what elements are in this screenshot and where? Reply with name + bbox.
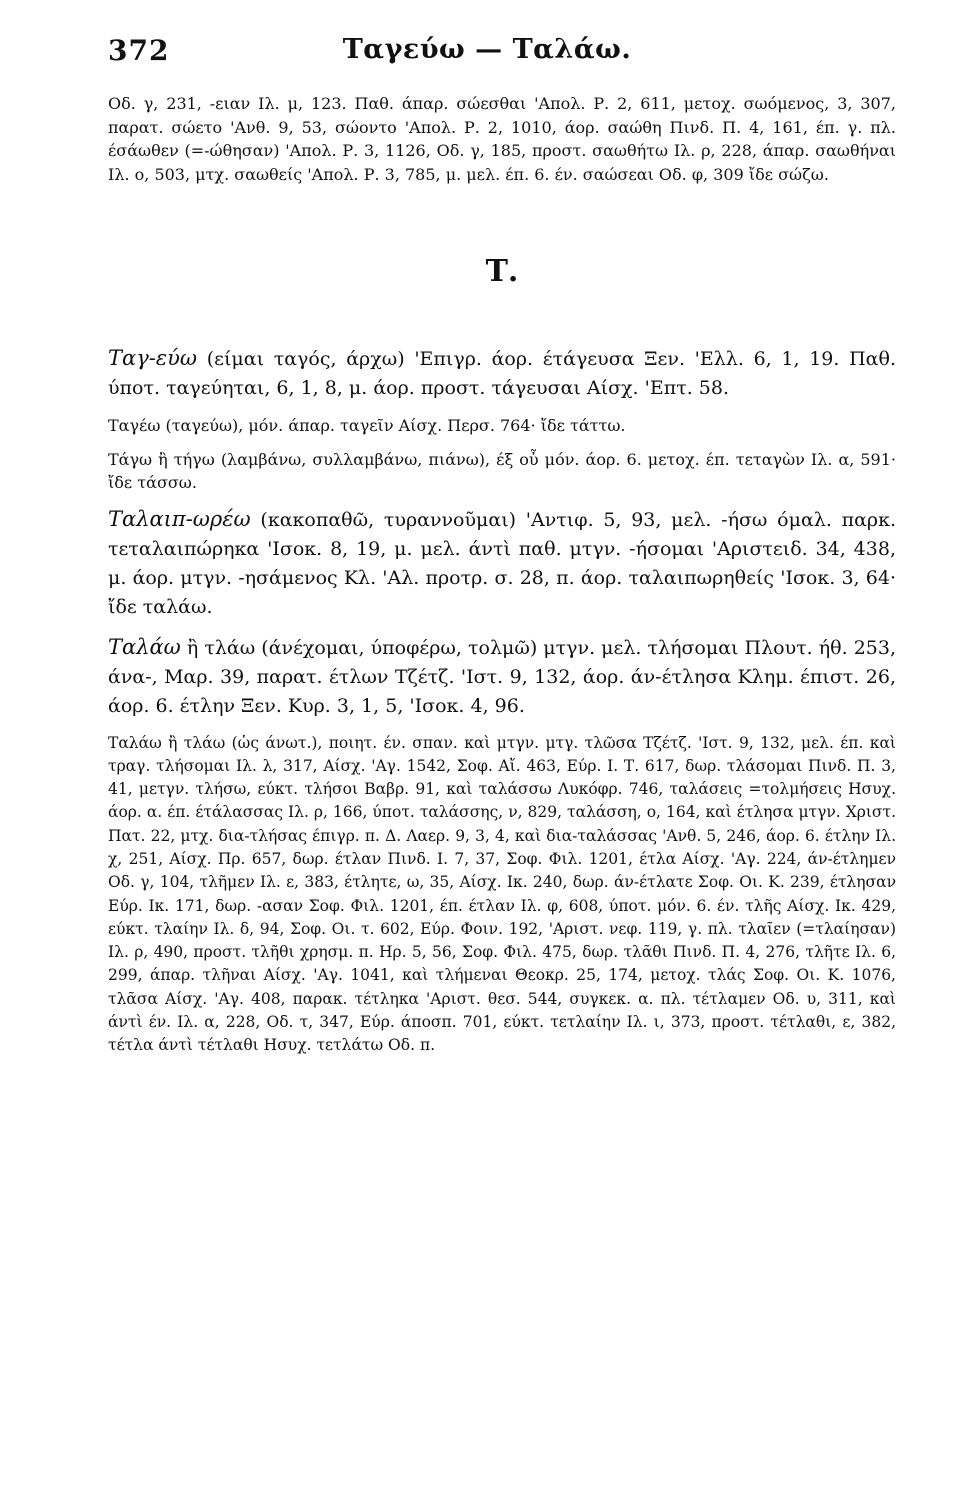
headword: Ταλάω — [108, 634, 181, 659]
page-number: 372 — [108, 34, 170, 67]
entry-text: Ταγέω (ταγεύω), μόν. άπαρ. ταγεῖν Αίσχ. Περσ. 764· ἴδε τάττω. — [108, 416, 626, 435]
entry-text: (είμαι ταγός, άρχω) 'Επιγρ. άορ. έτάγευσα Ξεν. 'Ελλ. 6, 1, 19. Παθ. ύποτ. ταγεύηται, 6, 1, 8, μ. άορ. προστ. τάγευσαι Αίσχ. 'Επτ. 58. — [108, 348, 896, 399]
entry-tageuo — [108, 344, 896, 403]
entry-text: (κακοπαθῶ, τυραννοῦμαι) 'Αντιφ. 5, 93, μελ. -ήσω όμαλ. παρκ. τεταλαιπώρηκα 'Ισοκ. 8, 19, μ. μελ. άντὶ παθ. μτγν. -ήσομαι 'Αριστειδ. 34, 438, μ. άορ. μτγν. -ησάμενος Κλ. 'Αλ. προτρ. σ. 28, π. άορ. ταλαιπωρηθείς 'Ισοκ. 3, 64· ἴδε ταλάω. — [108, 508, 896, 618]
entry-text: ἢ τλάω (άνέχομαι, ύποφέρω, τολμῶ) μτγν. μελ. τλήσομαι Πλουτ. ήθ. 253, άνα-, Μαρ. 39, παρατ. έτλων Τζέτζ. 'Ιστ. 9, 132, άορ. άν-έτλησα Κλημ. έπιστ. 26, άορ. 6. έτλην Ξεν. Κυρ. 3, 1, 5, 'Ισοκ. 4, 96. — [108, 636, 897, 717]
entry-text: Τάγω ἢ τήγω (λαμβάνω, συλλαμβάνω, πιάνω), έξ οὗ μόν. άορ. 6. μετοχ. έπ. τεταγὼν Ιλ. α, 591· ἴδε τάσσω. — [108, 449, 896, 492]
entry-continuation — [108, 92, 896, 186]
entry-text: Ταλάω ἢ τλάω (ὡς άνωτ.), ποιητ. έν. σπαν. καὶ μτγν. μτγ. τλῶσα Τζέτζ. 'Ιστ. 9, 132, μελ. έπ. καὶ τραγ. τλήσομαι Ιλ. λ, 317, Αίσχ. 'Αγ. 1542, Σοφ. Αἴ. 463, Εύρ. Ι. Τ. 617, δωρ. τλάσομαι Πινδ. Π. 3, 41, μετγν. τλήσω, εύκτ. τλήσοι Βαβρ. 91, καὶ ταλάσσω Λυκόφρ. 746, ταλάσεις =τολμήσεις Ησυχ. άορ. α. έπ. έτάλασσας Ιλ. ρ, 166, ύποτ. ταλάσσης, ν, 829, ταλάσση, ο, 164, καὶ έτλησα μτγν. Χριστ. Πατ. 22, μτχ. δια-τλήσας έπιγρ. π. Δ. Λαερ. 9, 3, 4, καὶ δια-ταλάσσας 'Ανθ. 5, 246, άορ. 6. έτλην Ιλ. χ, 251, Αίσχ. Πρ. 657, δωρ. έτλαν Πινδ. Ι. 7, 37, Σοφ. Φιλ. 1201, έτλα Αίσχ. 'Αγ. 224, άν-έτλημεν Οδ. γ, 104, τλῆμεν Ιλ. ε, 383, έτλητε, ω, 35, Αίσχ. Ικ. 240, δωρ. άν-έτλατε Σοφ. Οι. Κ. 239, έτλησαν Εύρ. Ικ. 171, δωρ. -ασαν Σοφ. Φιλ. 1201, έπ. έτλαν Ιλ. φ, 608, ύποτ. μόν. 6. έν. τλῆς Αίσχ. Ικ. 429, εύκτ. τλαίην Ιλ. δ, 94, Σοφ. Οι. τ. 602, Εύρ. Φοιν. 192, 'Αριστ. νεφ. 119, γ. πλ. τλαῖεν (=τλαίησαν) Ιλ. ρ, 490, προστ. τλῆθι χρησμ. π. Ηρ. 5, 56, Σοφ. Φιλ. 475, δωρ. τλᾶθι Πινδ. Π. 4, 276, τλῆτε Ιλ. 6, 299, άπαρ. τλῆναι Αίσχ. 'Αγ. 1041, καὶ τλήμεναι Θεοκρ. 25, 174, μετοχ. τλάς Σοφ. Οι. Κ. 1076, τλᾶσα Αίσχ. 'Αγ. 408, παρακ. τέτληκα 'Αριστ. θεσ. 544, συγκεκ. α. πλ. τέτλαμεν Οδ. υ, 311, καὶ άντὶ έν. Ιλ. α, 228, Οδ. τ, 347, Εύρ. άποσπ. 701, εύκτ. τετλαίην Ιλ. ι, 373, προστ. τέτλαθι, ε, 382, τέτλα άντὶ τέτλαθι Ησυχ. τετλάτω Οδ. π. — [108, 733, 896, 1055]
entry-tageo — [108, 414, 896, 438]
entry-tago — [108, 448, 896, 495]
running-head: Ταγεύω — Ταλάω. — [342, 34, 632, 65]
headword: Ταγ-εύω — [108, 346, 197, 370]
entry-talaiporeo — [108, 505, 896, 622]
section-letter: Τ. — [485, 254, 519, 289]
entry-text: Οδ. γ, 231, -ειαν Ιλ. μ, 123. Παθ. άπαρ. σώεσθαι 'Απολ. Ρ. 2, 611, μετοχ. σωόμενος, 3, 307, παρατ. σώετο 'Ανθ. 9, 53, σώοντο 'Απολ. Ρ. 2, 1010, άορ. σαώθη Πινδ. Π. 4, 161, έπ. γ. πλ. έσάωθεν (=-ώθησαν) 'Απολ. Ρ. 3, 1126, Οδ. γ, 185, προστ. σαωθήτω Ιλ. ρ, 228, άπαρ. σαωθήναι Ιλ. ο, 503, μτχ. σαωθείς 'Απολ. Ρ. 3, 785, μ. μελ. έπ. 6. έν. σαώσεαι Οδ. φ, 309 ἴδε σώζω. — [108, 94, 896, 184]
entry-talao — [108, 633, 896, 721]
page-body — [108, 92, 896, 1068]
headword: Ταλαιπ-ωρέω — [108, 506, 251, 531]
page-header — [108, 34, 866, 78]
entry-talao-poetic — [108, 732, 896, 1058]
